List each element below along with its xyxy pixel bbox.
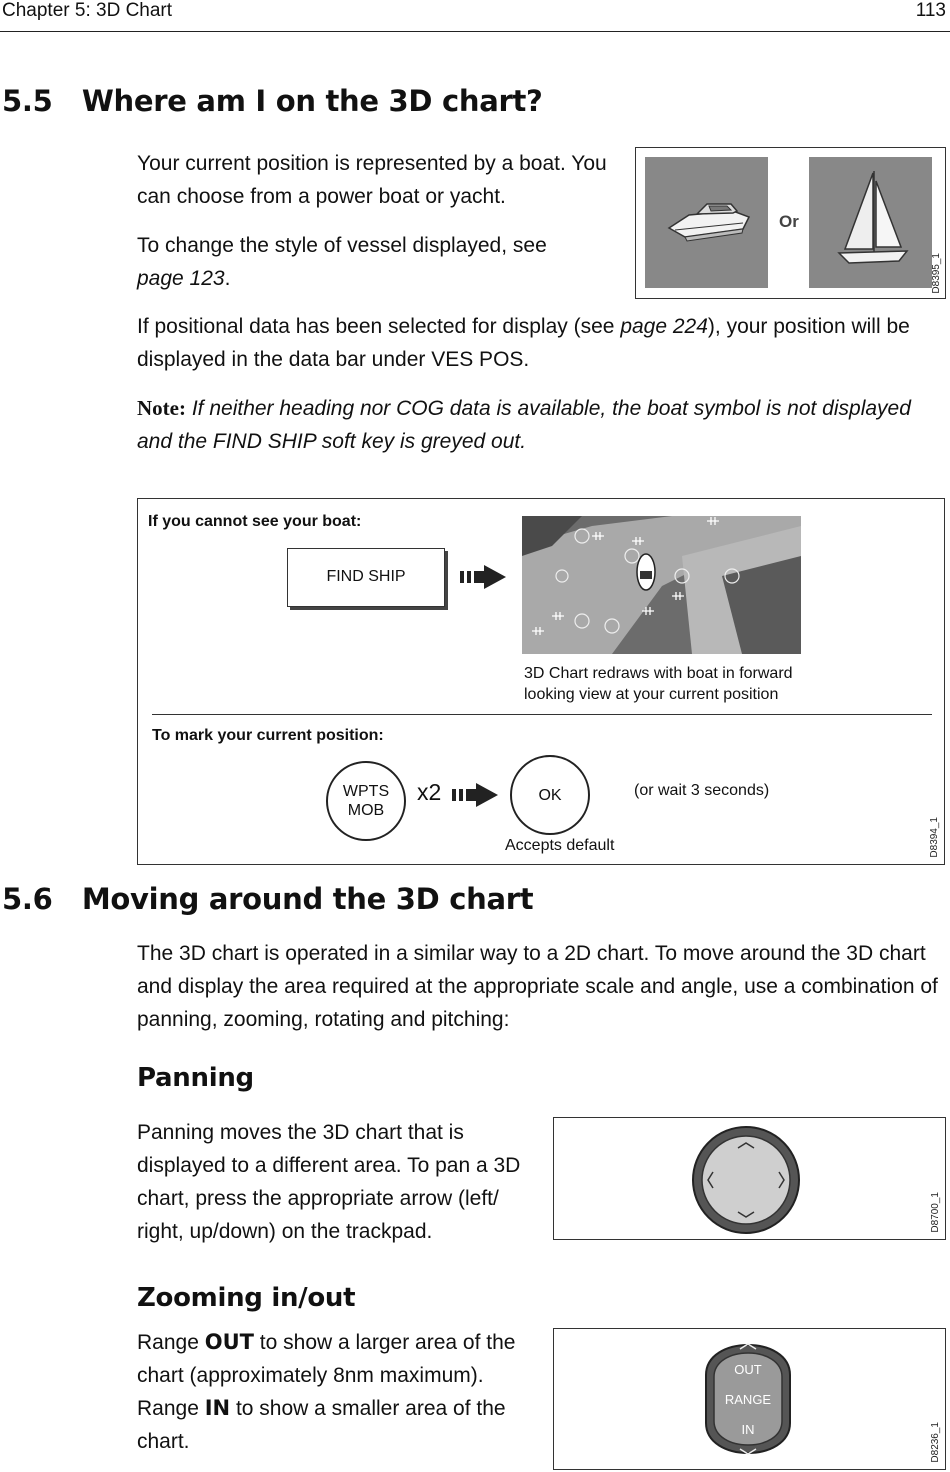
figure-code-d8395: D8395_1 — [931, 253, 942, 294]
panning-text — [137, 1116, 547, 1248]
chart-redraw-caption — [524, 663, 793, 705]
s56-line2: and display the area required at the appropriate scale and angle, use a combination of — [137, 975, 938, 998]
p2-end: . — [224, 267, 231, 290]
panning-line3: chart, press the appropriate arrow (left/ — [137, 1187, 499, 1210]
find-ship-softkey[interactable]: FIND SHIP — [287, 548, 445, 607]
arrow-right-icon-2 — [452, 781, 500, 809]
mob-label: MOB — [347, 802, 385, 819]
s56-line1: The 3D chart is operated in a similar way to a 2D chart. To move around the 3D chart — [137, 942, 926, 965]
figure-code-d8236: D8236_1 — [930, 1422, 941, 1463]
wpts-mob-button[interactable] — [326, 761, 406, 841]
header-rule — [0, 31, 950, 32]
find-ship-figure — [137, 498, 945, 865]
out-keyword: OUT — [204, 1330, 254, 1354]
section-55-heading: 5.5 Where am I on the 3D chart? — [2, 84, 543, 118]
or-label: Or — [779, 212, 799, 231]
zoom-line1-a: Range — [137, 1331, 205, 1354]
s56-line3: panning, zooming, rotating and pitching: — [137, 1008, 510, 1031]
figure-divider — [152, 714, 932, 715]
caption-line1: 3D Chart redraws with boat in forward — [524, 665, 793, 682]
p3-part-b: ), your position will be — [707, 315, 910, 338]
panning-line4: right, up/down) on the trackpad. — [137, 1220, 433, 1243]
range-in-key[interactable]: IN — [741, 1422, 755, 1437]
power-boat-panel — [645, 157, 768, 288]
panning-line1: Panning moves the 3D chart that is — [137, 1121, 464, 1144]
caption-line2: looking view at your current position — [524, 686, 779, 703]
figure-code-d8700: D8700_1 — [930, 1192, 941, 1233]
p1-line2: can choose from a power boat or yacht. — [137, 185, 506, 208]
accepts-default-label: Accepts default — [505, 837, 615, 854]
p3-part-a: If positional data has been selected for display (see — [137, 315, 621, 338]
p3-line2: displayed in the data bar under VES POS. — [137, 348, 530, 371]
running-header-chapter: Chapter 5: 3D Chart — [2, 0, 173, 21]
power-boat-icon — [645, 157, 768, 288]
zoom-line1-b: to show a larger area of the — [253, 1331, 516, 1354]
press-twice-label: x2 — [417, 779, 442, 805]
page-123-link[interactable]: page 123 — [137, 267, 225, 290]
3d-chart-image — [522, 516, 801, 654]
label-cannot-see-boat: If you cannot see your boat: — [148, 513, 362, 530]
range-key-figure — [553, 1328, 946, 1470]
panning-heading: Panning — [137, 1063, 254, 1093]
zoom-line3-b: to show a smaller area of the — [230, 1397, 506, 1420]
panning-line2: displayed to a different area. To pan a 3D — [137, 1154, 521, 1177]
yacht-panel — [809, 157, 932, 288]
figure-code-d8394: D8394_1 — [929, 817, 940, 858]
note-block — [137, 392, 942, 458]
in-keyword: IN — [204, 1396, 231, 1420]
zooming-text — [137, 1326, 547, 1458]
p2-line1: To change the style of vessel displayed, see — [137, 234, 547, 257]
section-55-position-para — [137, 310, 942, 376]
page-number: 113 — [915, 0, 946, 21]
section-56-intro — [137, 937, 947, 1036]
boat-styles-figure — [635, 147, 946, 299]
range-label: RANGE — [724, 1392, 772, 1407]
note-line1: If neither heading nor COG data is available, the boat symbol is not displayed — [191, 397, 911, 420]
page-224-link[interactable]: page 224 — [620, 315, 708, 338]
zoom-line4: chart. — [137, 1430, 190, 1453]
note-line2: and the FIND SHIP soft key is greyed out. — [137, 430, 527, 453]
p1-line1: Your current position is represented by a boat. You — [137, 152, 607, 175]
section-55-intro — [137, 147, 627, 295]
3d-chart-icon — [522, 516, 801, 654]
label-mark-position: To mark your current position: — [152, 727, 384, 744]
range-out-key[interactable]: OUT — [734, 1362, 762, 1377]
ok-button[interactable]: OK — [510, 755, 590, 835]
zoom-line3-a: Range — [137, 1397, 205, 1420]
arrow-right-icon — [460, 563, 508, 591]
zoom-line2: chart (approximately 8nm maximum). — [137, 1364, 484, 1387]
wait-text: (or wait 3 seconds) — [634, 782, 770, 799]
yacht-icon — [809, 157, 932, 288]
trackpad-icon[interactable] — [690, 1124, 802, 1236]
zooming-heading: Zooming in/out — [137, 1283, 356, 1313]
trackpad-figure — [553, 1117, 946, 1240]
wpts-label: WPTS — [342, 783, 390, 800]
section-56-heading: 5.6 Moving around the 3D chart — [2, 882, 534, 916]
note-label: Note: — [137, 396, 186, 420]
